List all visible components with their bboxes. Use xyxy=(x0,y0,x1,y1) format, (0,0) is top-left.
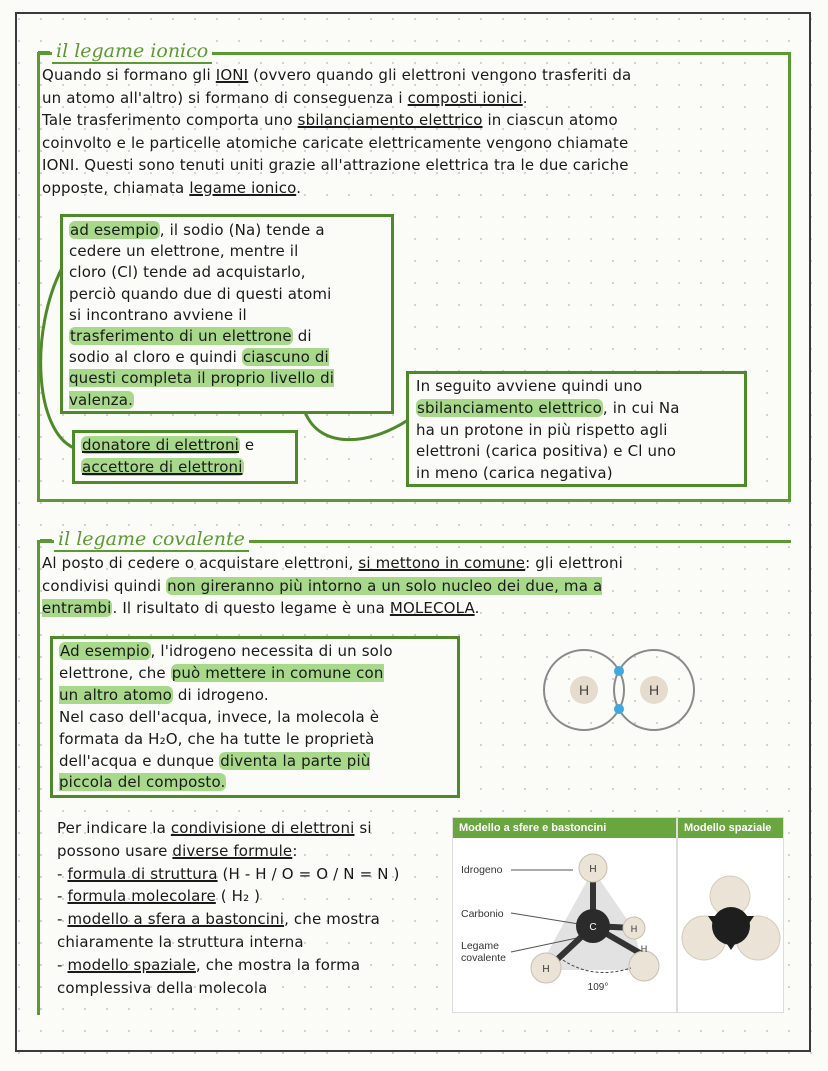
atom-h-label-bottom-left: H xyxy=(542,964,550,975)
text-segment: : - xyxy=(57,841,298,883)
covalent-title: il legame covalente xyxy=(54,528,249,552)
space-fill-model xyxy=(678,818,783,1012)
emphasis-segment: sbilanciamento elettrico xyxy=(417,398,602,417)
space-fill-title: Modello spaziale xyxy=(678,818,783,838)
atom-h-label-bottom-right: H xyxy=(640,944,648,954)
emphasis-segment: legame ionico xyxy=(189,178,297,197)
emphasis-segment: formula molecolare xyxy=(67,887,216,906)
emphasis-segment: ad esempio xyxy=(70,221,159,239)
covalent-formulas xyxy=(57,817,452,999)
text-segment: . Tale trasferimento comporta uno xyxy=(42,88,528,130)
ionic-donor-text xyxy=(81,435,289,478)
text-segment: e xyxy=(244,436,255,454)
atom-h-label-top: H xyxy=(589,864,597,875)
text-segment: In seguito avviene quindi uno xyxy=(416,377,643,395)
space-fill-panel xyxy=(677,817,784,1013)
emphasis-segment: MOLECOLA xyxy=(389,599,475,618)
emphasis-segment: composti ionici xyxy=(407,88,523,107)
shared-electron-1 xyxy=(614,666,624,676)
emphasis-segment: ciascuno di questi completa il proprio livello di valenza. xyxy=(69,348,335,409)
h2-orbital-diagram xyxy=(538,640,710,740)
hydrogen-atom-bottom-right xyxy=(629,951,659,981)
ionic-donor-box xyxy=(72,430,298,484)
emphasis-segment: modello a sfera a bastoncini xyxy=(67,910,285,929)
text-segment: in ciascun atomo coinvolto e le particelle atomiche caricate elettricamente vengono chiamate IONI. Questi sono tenuti uniti grazie all'attrazione elettrica tra le due cariche opposte, chiamata xyxy=(42,111,629,197)
text-segment: ( H₂ ) - xyxy=(57,887,261,929)
text-segment: Al posto di cedere o acquistare elettroni, xyxy=(42,554,359,572)
label-bond: Legame covalente xyxy=(461,940,506,964)
emphasis-segment: condivisione di elettroni xyxy=(170,819,355,837)
text-segment: : gli elettroni condivisi quindi xyxy=(42,554,623,595)
ionic-example-text xyxy=(69,220,385,411)
ball-stick-model xyxy=(453,818,676,1012)
text-segment: (ovvero quando gli elettroni vengono trasferiti da un atomo all'altro) si formano di conseguenza i xyxy=(42,66,632,107)
covalent-example-text xyxy=(59,641,451,794)
ionic-example-box xyxy=(60,214,394,414)
atom-h-label-right: H xyxy=(630,924,638,934)
text-segment: , che mostra la forma complessiva della molecola xyxy=(57,955,361,997)
emphasis-segment: diventa la parte più piccola del composto. xyxy=(59,751,371,792)
text-segment: . xyxy=(474,599,480,618)
ball-stick-title: Modello a sfere e bastoncini xyxy=(453,818,676,838)
text-segment: , in cui Na ha un protone in più rispetto agli elettroni (carica positiva) e Cl uno in meno (carica negativa) xyxy=(416,398,680,483)
text-segment: di sodio al cloro e quindi xyxy=(69,327,312,367)
emphasis-segment: diverse formule xyxy=(172,841,293,860)
ionic-result-box xyxy=(406,371,747,487)
text-segment: , il sodio (Na) tende a cedere un elettrone, mentre il cloro (Cl) tende ad acquistarlo, perciò quando due di questi atomi si incontrano avviene il xyxy=(69,221,332,324)
connector-right xyxy=(305,412,408,440)
text-segment: Per indicare la xyxy=(57,819,171,837)
emphasis-segment: non gireranno più intorno a un solo nucleo dei due, ma a entrambi xyxy=(42,576,603,618)
text-segment: , che mostra chiaramente la struttura interna - xyxy=(57,910,380,974)
atom-c-label: C xyxy=(589,922,597,933)
shared-electron-2 xyxy=(614,704,624,714)
text-segment: (H - H / O = O / N = N ) - xyxy=(57,864,400,906)
label-carbon: Carbonio xyxy=(461,908,504,920)
ionic-title: il legame ionico xyxy=(52,40,212,64)
emphasis-segment: donatore di elettroni xyxy=(82,436,239,454)
emphasis-segment: accettore di elettroni xyxy=(82,457,243,476)
emphasis-segment: IONI xyxy=(215,66,249,84)
emphasis-segment: si mettono in comune xyxy=(358,554,526,572)
emphasis-segment: modello spaziale xyxy=(67,955,196,974)
text-segment: . xyxy=(296,178,302,197)
emphasis-segment: può mettere in comune con un altro atomo xyxy=(59,663,384,704)
h-atom-2-label: H xyxy=(648,682,660,698)
emphasis-segment: formula di struttura xyxy=(67,864,218,883)
text-segment: , l'idrogeno necessita di un solo elettrone, che xyxy=(59,642,393,682)
text-segment: si possono usare xyxy=(57,819,372,860)
ionic-result-text xyxy=(416,376,737,485)
label-hydrogen: Idrogeno xyxy=(461,864,503,876)
emphasis-segment: sbilanciamento elettrico xyxy=(297,111,483,130)
covalent-example-box xyxy=(50,636,460,798)
ball-stick-panel xyxy=(452,817,677,1013)
angle-label: 109° xyxy=(587,982,609,993)
text-segment: Quando si formano gli xyxy=(42,66,216,84)
h-atom-1-label: H xyxy=(578,682,590,698)
text-segment: di idrogeno. Nel caso dell'acqua, invece, la molecola è formata da H₂O, che ha tutte le proprietà dell'acqua e dunque xyxy=(59,685,380,770)
emphasis-segment: trasferimento di un elettrone xyxy=(70,327,292,346)
emphasis-segment: Ad esempio xyxy=(60,642,150,660)
text-segment: . Il risultato di questo legame è una xyxy=(112,599,390,618)
covalent-intro xyxy=(42,552,787,620)
